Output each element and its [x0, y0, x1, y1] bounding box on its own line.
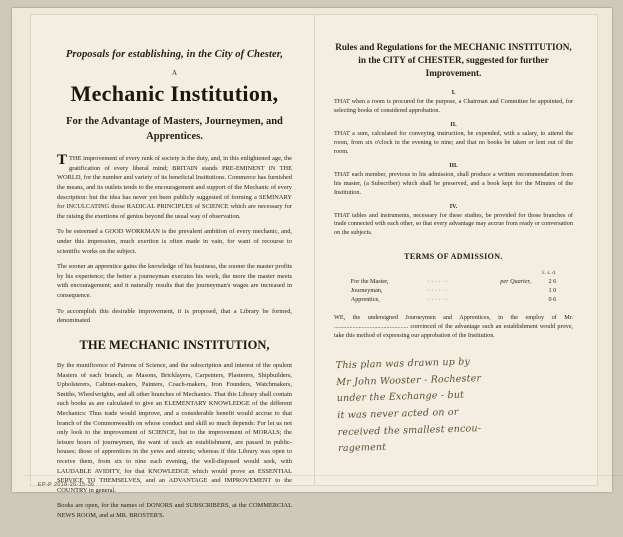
rule-number-2: II. — [450, 121, 457, 128]
proposal-heading: Proposals for establishing, in the City of Chester, — [65, 49, 284, 60]
left-column — [31, 15, 314, 537]
subtitle-line-1: For the Advantage of Masters, Journeymen, and — [66, 116, 283, 127]
terms-value-master: 2 6 — [548, 278, 557, 286]
paragraph-4: To accomplish this desirable improvement, it is proposed, that a Library be formed, denominated — [57, 307, 292, 325]
handwriting-line-2: Mr John Wooster - Rochester — [335, 372, 481, 388]
rule-number-4: IV. — [449, 203, 458, 210]
handwritten-annotation — [335, 352, 564, 458]
terms-label-master: For the Master, — [350, 278, 389, 286]
rule-text-2: THAT a sum, calculated for conveying instruction, be expended, with a salary, to attend the room, from six o'clock in the evening to nine; and that no books be taken or lent out of the room. — [334, 129, 573, 155]
handwriting-line-6: ragement — [337, 441, 387, 455]
terms-label-apprentice: Apprentice, — [350, 296, 380, 304]
paragraph-3: The sooner an apprentice gains the knowledge of his business, the sooner the master profits by his experience; the better a journeyman executes his work, the more the master meets with encouragement; and it naturally results that the journeyman's wages are increased in consequence. — [57, 263, 292, 300]
terms-brace-empty — [495, 295, 536, 304]
signature-note: WE, the undersigned Journeymen and Apprentices, in the employ of Mr. ................................................ convinced of the advantage such an establishment would prove, take this method of expressing our approbation of the Institution. — [334, 314, 573, 340]
paragraph-5: By the munificence of Patrons of Science, and the subscription and interest of the opulent Masters of each branch, as Masons, Bricklayers, Carpenters, Plasterers, Shipbuilders, Upholsterers, Cabinet-makers, Painters, Coach-makers, Iron Founders, Watchmakers, Smiths, Wheelwrights, and all other branches of Mechanics. That this Library shall contain such books as are calculated to give an ELEMENTARY KNOWLEDGE of the different Mechanics: Thus trade would improve, and a considerable benefit would accrue to that branch of the Commonwealth on whose conduct and skill so much depends: For let us not only look to the improvement of SCIENCE, but to the improvement of MORALS; the leisure hours of journeymen, the want of such an establishment, are passed in public-houses; those of apprentices in the yews and streets; whereas if this Library was open to receive them, from six to nine each evening, the well-disposed would seek, with LAUDABLE AVIDITY, for that KNOWLEDGE which would prove an ESSENTIAL SERVICE TO THEMSELVES, and an ADVANTAGE and IMPROVEMENT to the COUNTRY in general. — [57, 361, 292, 494]
handwriting-line-5: received the smallest encou- — [337, 422, 481, 438]
rule-number-3: III. — [449, 162, 458, 169]
footer-divider — [24, 475, 623, 476]
terms-dots-master: · · · · · · — [427, 278, 448, 286]
terms-table — [351, 269, 557, 304]
drop-cap: T — [57, 152, 68, 169]
rule-text-3: THAT each member, previous to his admission, shall produce a written recommendation from his master, (a Subscriber) which shall be preserved, and a book kept for the Minutes of the Institution. — [334, 170, 573, 196]
terms-row — [351, 286, 557, 295]
terms-col-units: £. s. d. — [542, 270, 557, 277]
terms-brace-empty — [495, 286, 536, 295]
terms-header-row — [351, 269, 557, 277]
rules-heading-line-1: Rules and Regulations for the MECHANIC INSTITUTION, — [335, 42, 572, 52]
terms-brace: per Quarter, — [500, 278, 531, 286]
printed-sheet — [30, 14, 598, 520]
terms-row — [351, 295, 557, 304]
handwriting-line-3: under the Exchange - but — [336, 389, 464, 405]
page-title: Mechanic Institution, — [70, 81, 279, 106]
terms-row — [351, 277, 557, 286]
terms-value-apprentice: 0 6 — [548, 296, 557, 304]
right-column — [314, 15, 597, 351]
terms-dots-apprentice: · · · · · · — [427, 296, 448, 304]
terms-dots-journeyman: · · · · · · — [427, 287, 448, 295]
archive-reference-stamp: EP-P 2018-26-15-36 — [38, 482, 95, 488]
rule-number-1: I. — [451, 89, 456, 96]
terms-heading: TERMS OF ADMISSION. — [404, 252, 503, 262]
terms-value-journeyman: 1 0 — [548, 287, 557, 295]
institution-heading: THE MECHANIC INSTITUTION, — [79, 337, 270, 352]
paragraph-2: To be esteemed a GOOD WORKMAN is the prevalent ambition of every mechanic, and, under this impression, much exertion is often made in vain, for want of recourse to scientific works on the subject. — [57, 228, 292, 255]
article-a: A — [171, 69, 178, 77]
handwriting-line-4: it was never acted on or — [336, 406, 459, 422]
paragraph-1: TTHE improvement of every rank of society is the duty, and, in this enlightened age, the gratification of every liberal mind; BRITAIN stands PRE-EMINENT IN THE WORLD, for the number and variety of its beneficial Institutions. Commerce has furnished the means, and its outlets tends to the encouragement and support of the Mechanic of every description: but the idea has never yet been publicly suggested of forming a SEMINARY for INCULCATING those RADICAL PRINCIPLES of SCIENCE which are necessary for the raising the exertions of genius beyond the usual way of observation. — [57, 152, 292, 220]
rules-heading — [334, 41, 573, 80]
rules-heading-line-2: in the CITY of CHESTER, suggested for further Improvement. — [358, 54, 549, 78]
rule-text-4: THAT tables and instruments, necessary for these studies, be provided for those branches of trade connected with each other, so that every advantage may accrue from ready or conversation on the subjects. — [334, 211, 573, 237]
subtitle-line-2: Apprentices. — [146, 131, 203, 143]
terms-label-journeyman: Journeyman, — [350, 287, 383, 295]
handwriting-line-1: This plan was drawn up by — [335, 356, 470, 372]
rule-text-1: THAT when a room is procured for the purpose, a Chairman and Committee be appointed, for selecting books of considered approbation. — [334, 97, 573, 114]
paragraph-6: Books are open, for the names of DONORS and SUBSCRIBERS, at the COMMERCIAL NEWS ROOM, and at MR. BROSTER'S. — [57, 502, 292, 520]
document-page — [12, 8, 612, 520]
